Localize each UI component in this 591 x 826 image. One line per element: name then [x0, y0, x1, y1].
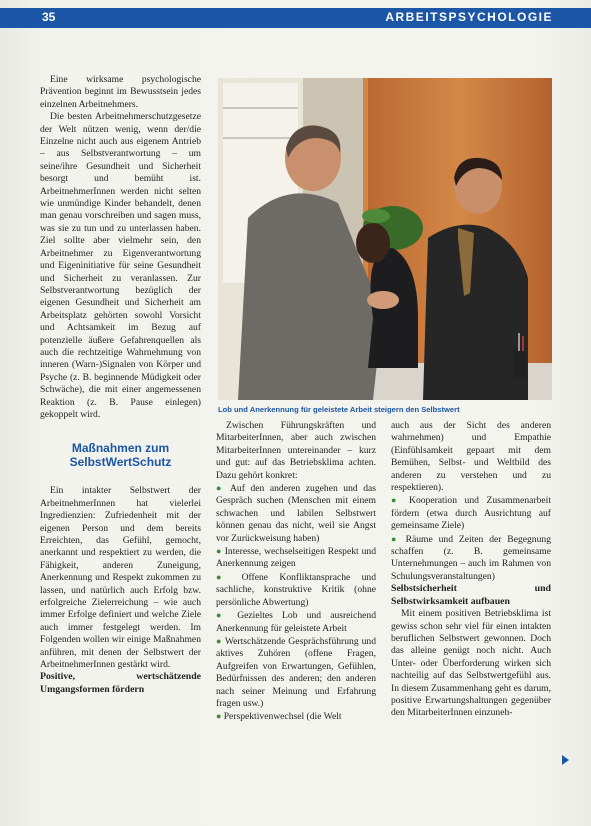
photo-handshake	[218, 78, 552, 400]
bullet-icon: ●	[391, 533, 406, 544]
list-item-text: Gezieltes Lob und ausreichend Anerkennung für geleistete Arbeit	[216, 610, 377, 634]
paragraph: auch aus der Sicht des anderen wahrnehmen) und Empathie (Einfühlsamkeit gepaart mit dem Bemühen, Selbst- und Weltbild des anderen zu verstehen und zu respektieren).	[391, 420, 551, 494]
list-item-text: Räume und Zeiten der Begegnung schaffen (z. B. gemeinsame Unternehmungen – auch im Rahmen von Schulungsveranstaltungen)	[391, 533, 551, 582]
bullet-icon: ●	[216, 711, 224, 722]
continue-arrow-icon	[562, 755, 569, 765]
photo-caption: Lob und Anerkennung für geleistete Arbeit steigern den Selbstwert	[218, 405, 460, 414]
list-item	[216, 609, 376, 635]
column-middle	[216, 420, 376, 724]
list-item-text: Kooperation und Zusammenarbeit fördern (etwa durch Ausrichtung auf gemeinsame Ziele)	[391, 495, 551, 532]
list-item	[391, 494, 551, 532]
bullet-icon: ●	[216, 635, 225, 646]
list-item	[216, 482, 376, 545]
list-item-text: Perspektivenwechsel (die Welt	[223, 711, 342, 723]
subheading: Positive, wertschätzende Umgangsformen fördern	[40, 671, 201, 695]
list-item-text: Offene Konfliktansprache und sachliche, konstruktive Kritik (ohne persönliche Abwertung)	[216, 571, 376, 608]
paragraph: Eine wirksame psychologische Prävention beginnt im Bewusstsein jedes einzelnen Arbeitnehmers.	[40, 74, 201, 110]
subheading: Selbstsicherheit und Selbstwirksamkeit aufbauen	[391, 583, 551, 607]
list-item-text: Wertschätzende Gesprächsführung und aktives Zuhören (offene Fragen, Aufgreifen von Erwartungen, Gefühlen, Bedürfnissen des anderen; den anderen nach seiner Meinung und Erfahrung fragen usw.)	[216, 635, 376, 709]
section-title: ARBEITSPSYCHOLOGIE	[385, 10, 553, 24]
paragraph: Zwischen Führungskräften und MitarbeiterInnen, aber auch zwischen MitarbeiterInnen untereinander – kurz und gut: auf das Betriebsklima achten. Dazu gehört konkret:	[216, 420, 376, 481]
section-heading: Maßnahmen zum SelbstWertSchutz	[69, 441, 172, 470]
list-item	[216, 710, 376, 723]
page-number: 35	[42, 10, 56, 24]
bullet-icon: ●	[391, 495, 410, 506]
list-item	[216, 545, 376, 571]
paragraph: Die besten Arbeitnehmerschutzgesetze der Welt nützen wenig, wenn der/die Einzelne nicht auch aus eigenem Antrieb – aus Selbstverantwortung – um seine/ihre Gesundheit und Sicherheit besorgt und bemüht ist. ArbeitnehmerInnen werden nicht selten wie unmündige Kinder behandelt, denen man genau vorschreiben und sagen muss, was sie zu tun und zu unterlassen haben. Ziel sollte aber vielmehr sein, den Arbeitnehmer zu Eigenverantwortung und Eigeninitiative für seine Gesundheit und Sicherheit zu veranlassen. Zur Selbstverantwortung bezüglich der eigenen Gesundheit und Sicherheit am Arbeitsplatz gehörten sowohl Vorsicht und Achtsamkeit im Bezug auf potenzielle äußere Gefahrenquellen als auch die rechtzeitige Wahrnehmung von inneren (Warn-)Signalen von Körper und Psyche (z. B. beginnende Müdigkeit oder Schwäche), die mit einer angemessenen Reaktion (z. B. Pause einlegen) gekoppelt wird.	[40, 111, 201, 420]
bullet-icon: ●	[216, 571, 242, 582]
handshake-illustration	[218, 78, 552, 400]
list-item-text: Interesse, wechselseitigen Respekt und Anerkennung zeigen	[216, 546, 376, 570]
paragraph: Ein intakter Selbstwert der ArbeitnehmerInnen hat vielerlei Ingredienzien: Zufriedenheit mit der eigenen Person und dem bereits Erreichten, das Gefühl, gemocht, anerkannt und respektiert zu werden, die Fähigkeit, anderen Zuneigung, Anerkennung und Respekt zukommen zu lassen, und natürlich auch Erfolg bzw. erfolgreiche Zielerreichung – wie auch immer Erfolge definiert und welche Ziele auch immer festgelegt werden. Im Folgenden wollen wir einige Maßnahmen anführen, mit denen der Selbstwert der ArbeitnehmerInnen gestärkt wird.	[40, 485, 201, 671]
bullet-icon: ●	[216, 610, 238, 621]
paragraph: Mit einem positiven Betriebsklima ist gewiss schon sehr viel für einen intakten beruflichen Selbstwert gewonnen. Doch das alleine genügt noch nicht. Auch Unter- oder Überforderung wirken sich nachteilig auf das Selbstwertgefühl aus. In diesem Zusammenhang geht es darum, positive Erwartungshaltungen gegenüber den MitarbeiterInnen einzuneh-	[391, 608, 551, 719]
bullet-icon: ●	[216, 546, 225, 557]
list-item	[216, 571, 376, 609]
list-item-text: Auf den anderen zugehen und das Gespräch suchen (Menschen mit einem schwachen und labilen Selbstwert können genau das nicht, weil sie Angst vor Zurückweisung haben)	[216, 483, 377, 544]
bullet-icon: ●	[216, 483, 230, 494]
column-right	[391, 420, 551, 720]
list-item	[216, 635, 376, 710]
list-item	[391, 533, 551, 584]
column-left	[40, 74, 201, 696]
